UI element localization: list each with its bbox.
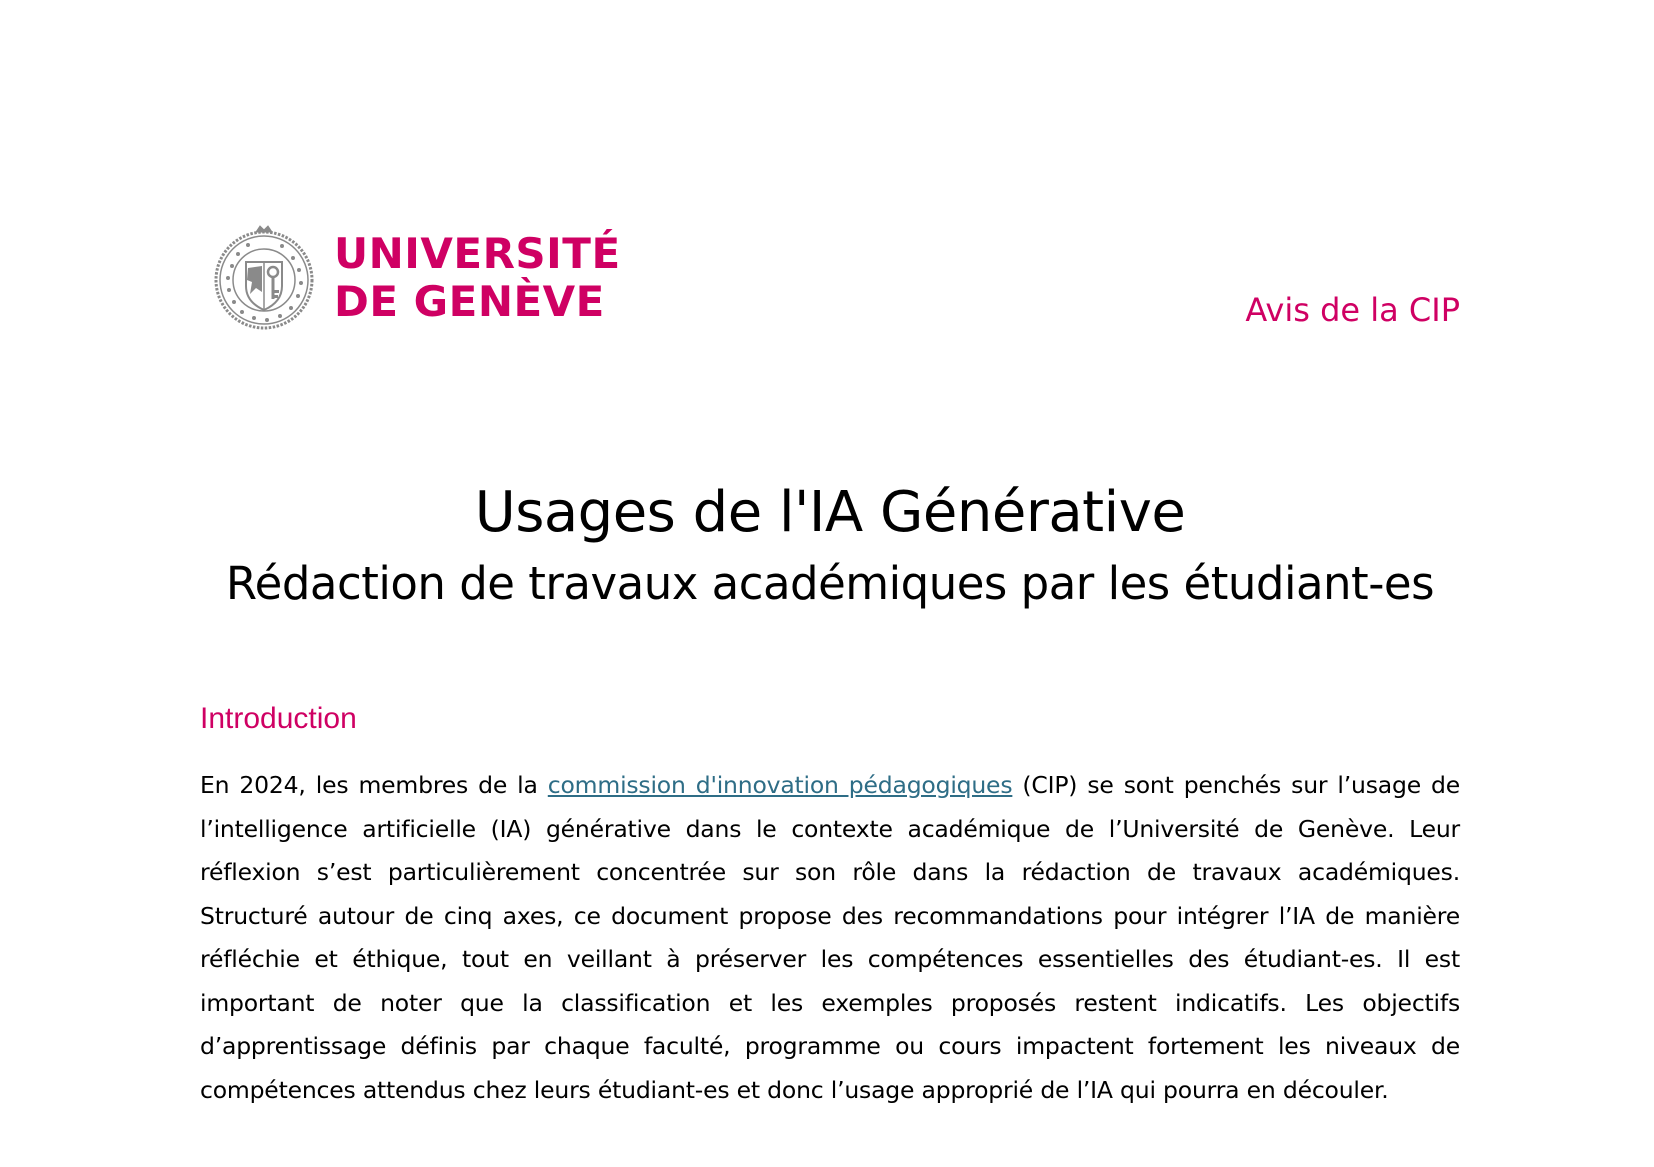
intro-text-start: En 2024, les membres de la — [200, 771, 548, 799]
intro-paragraph — [200, 764, 1460, 1112]
section-heading-introduction: Introduction — [200, 702, 357, 735]
intro-text-rest: (CIP) se sont penchés sur l’usage de l’intelligence artificielle (IA) générative dans le contexte académique de l’Université de Genève. Leur réflexion s’est particulièrement concentrée sur son rôle dans la rédaction de travaux académiques. Structuré autour de cinq axes, ce document propose des recommandations pour intégrer l’IA de manière réfléchie et éthique, tout en veillant à préserver les compétences essentielles des étudiant-es. Il est important de noter que la classification et les exemples proposés restent indicatifs. Les objectifs d’apprentissage définis par chaque faculté, programme ou cours impactent fortement les niveaux de compétences attendus chez leurs étudiant-es et donc l’usage approprié de l’IA qui pourra en découler. — [200, 771, 1460, 1104]
university-logo — [212, 222, 621, 334]
university-name-line2: DE GENÈVE — [334, 277, 605, 326]
page-header — [212, 222, 1460, 342]
document-title: Usages de l'IA Générative — [474, 480, 1186, 545]
title-block — [200, 478, 1460, 614]
document-subtitle: Rédaction de travaux académiques par les étudiant-es — [225, 557, 1435, 610]
university-name — [334, 230, 621, 326]
university-seal-icon — [212, 222, 316, 334]
document-type-label: Avis de la CIP — [1245, 291, 1460, 329]
university-name-line1: UNIVERSITÉ — [334, 229, 621, 278]
cip-commission-link[interactable]: commission d'innovation pédagogiques — [547, 771, 1013, 799]
